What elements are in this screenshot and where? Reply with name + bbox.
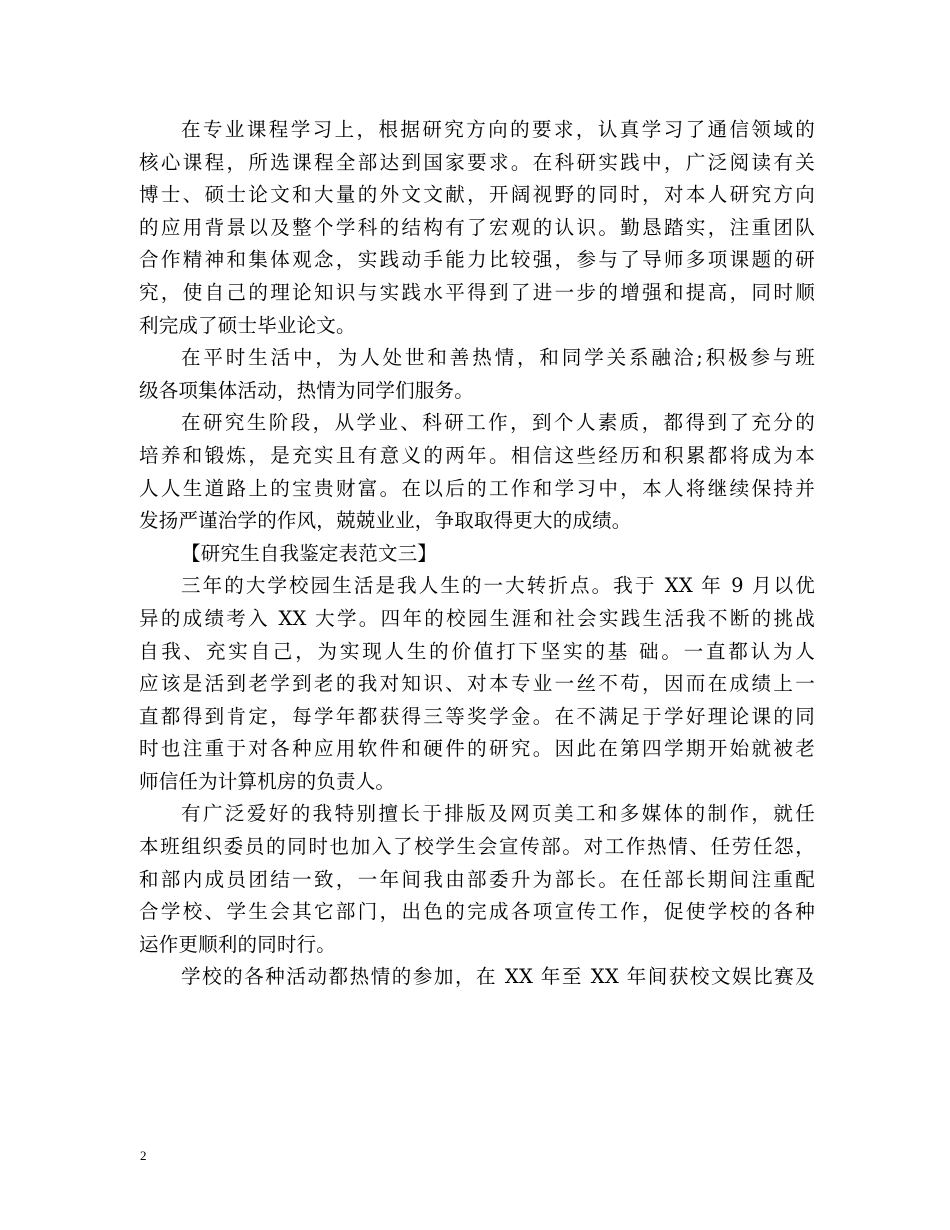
text-line: 应该是活到老学到老的我对知识、对本专业一丝不苟，因而在成绩上一 xyxy=(139,672,815,696)
document-body xyxy=(139,114,815,994)
text-line: 本班组织委员的同时也加入了校学生会宣传部。对工作热情、任劳任怨， xyxy=(139,835,815,859)
text-line: 培养和锻炼，是充实且有意义的两年。相信这些经历和积累都将成为本 xyxy=(139,443,815,467)
text-line: 自我、充实自己，为实现人生的价值打下坚实的基 础。一直都认为人 xyxy=(139,639,815,663)
text-line: 异的成绩考入 XX 大学。四年的校园生涯和社会实践生活我不断的挑战 xyxy=(139,606,815,630)
text-line: 的应用背景以及整个学科的结构有了宏观的认识。勤恳踏实，注重团队 xyxy=(139,215,815,239)
text-line: 和部内成员团结一致，一年间我由部委升为部长。在任部长期间注重配 xyxy=(139,867,815,891)
page-number: 2 xyxy=(140,1148,147,1163)
text-line: 合学校、学生会其它部门，出色的完成各项宣传工作，促使学校的各种 xyxy=(139,900,815,924)
text-line: 在研究生阶段，从学业、科研工作，到个人素质，都得到了充分的 xyxy=(181,411,815,435)
text-line: 有广泛爱好的我特别擅长于排版及网页美工和多媒体的制作，就任 xyxy=(181,802,815,826)
text-line: 时也注重于对各种应用软件和硬件的研究。因此在第四学期开始就被老 xyxy=(139,737,815,761)
text-line: 博士、硕士论文和大量的外文文献，开阔视野的同时，对本人研究方向 xyxy=(139,183,815,207)
text-line: 级各项集体活动，热情为同学们服务。 xyxy=(139,378,474,402)
text-line: 利完成了硕士毕业论文。 xyxy=(139,313,356,337)
text-line: 究，使自己的理论知识与实践水平得到了进一步的增强和提高，同时顺 xyxy=(139,280,815,304)
text-line: 人人生道路上的宝贵财富。在以后的工作和学习中，本人将继续保持并 xyxy=(139,476,815,500)
text-line: 直都得到肯定，每学年都获得三等奖学金。在不满足于学好理论课的同 xyxy=(139,704,815,728)
text-line: 合作精神和集体观念，实践动手能力比较强，参与了导师多项课题的研 xyxy=(139,248,815,272)
text-line: 在平时生活中，为人处世和善热情，和同学关系融洽;积极参与班 xyxy=(181,346,815,370)
section-heading: 【研究生自我鉴定表范文三】 xyxy=(181,541,438,565)
text-line: 核心课程，所选课程全部达到国家要求。在科研实践中，广泛阅读有关 xyxy=(139,150,815,174)
text-line: 在专业课程学习上，根据研究方向的要求，认真学习了通信领域的 xyxy=(181,118,815,141)
text-line: 发扬严谨治学的作风，兢兢业业，争取取得更大的成绩。 xyxy=(139,509,632,533)
text-line: 师信任为计算机房的负责人。 xyxy=(139,769,396,793)
text-line: 运作更顺利的同时行。 xyxy=(139,932,337,956)
text-line: 学校的各种活动都热情的参加，在 XX 年至 XX 年间获校文娱比赛及 xyxy=(181,965,815,989)
text-line: 三年的大学校园生活是我人生的一大转折点。我于 XX 年 9 月以优 xyxy=(181,574,815,598)
